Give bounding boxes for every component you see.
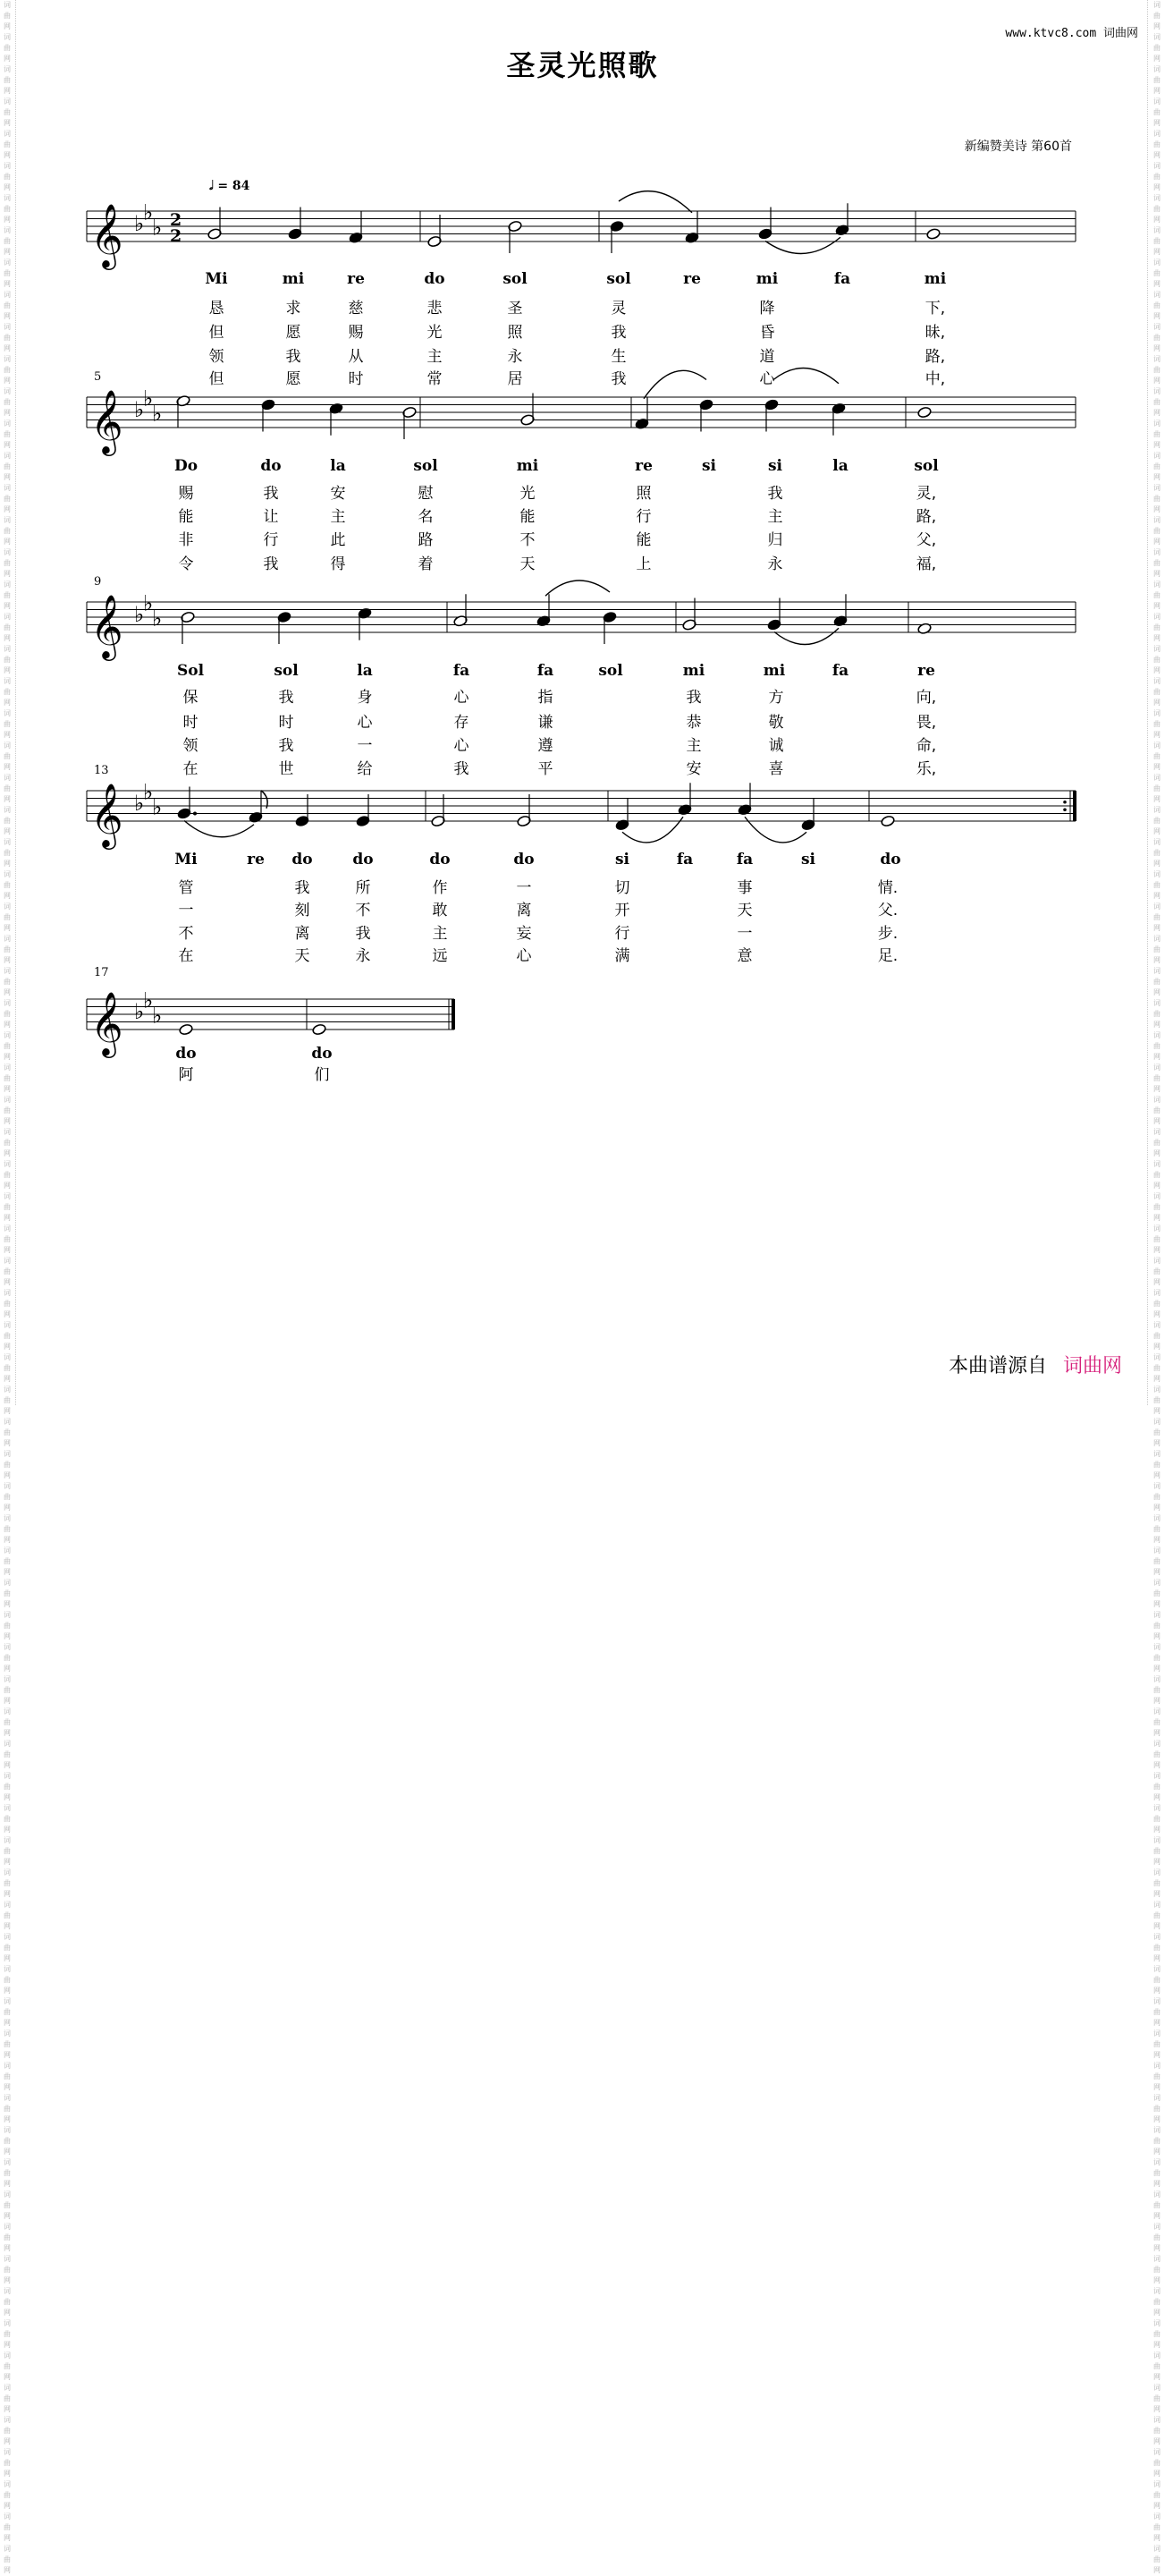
song-title: 圣灵光照歌 bbox=[506, 48, 659, 82]
treble-clef-icon: 𝄞 bbox=[90, 593, 123, 658]
site-url[interactable]: www.ktvc8.com 词曲网 bbox=[1005, 27, 1138, 40]
lyric-character: 不 bbox=[519, 531, 536, 549]
repeat-dot bbox=[1063, 808, 1067, 811]
solfege-syllable: sol bbox=[606, 270, 631, 288]
lyric-character: 一 bbox=[178, 902, 194, 919]
lyric-character: 常 bbox=[426, 370, 443, 388]
lyric-character: 心 bbox=[357, 714, 373, 732]
lyric-character: 命, bbox=[916, 737, 937, 755]
solfege-syllable: fa bbox=[536, 662, 554, 680]
lyric-character: 下, bbox=[924, 300, 946, 318]
flat-sign-icon: ♭ bbox=[152, 794, 163, 820]
footer-credit bbox=[949, 1351, 1122, 1378]
flat-sign-icon: ♭ bbox=[152, 606, 163, 631]
lyric-character: 们 bbox=[314, 1066, 330, 1084]
solfege-syllable: la bbox=[357, 662, 373, 680]
lyric-character: 时 bbox=[278, 714, 294, 732]
lyric-character: 但 bbox=[208, 324, 224, 342]
lyric-character: 我 bbox=[285, 348, 301, 366]
footer-text: 本曲谱源自 bbox=[948, 1355, 1047, 1377]
flat-sign-icon: ♭ bbox=[134, 999, 145, 1024]
lyric-character: 慰 bbox=[418, 485, 434, 503]
right-watermark: 词曲网词曲网词曲网词曲网词曲网词曲网词曲网词曲网词曲网词曲网词曲网词曲网词曲网词曲网词曲网词曲网词曲网词曲网词曲网词曲网词曲网词曲网词曲网词曲网词曲网词曲网词曲网词曲网词曲网词曲网词曲网词曲网词曲网词曲网词曲网词曲网词曲网词曲网词曲网词曲网词曲网词曲网词曲网词曲网词曲网词曲网词曲网词曲网词曲网词曲网词曲网词曲网词曲网词曲网词曲网词曲网词曲网词曲网词曲网词曲网词曲网词曲网词曲网词曲网词曲网词曲网词曲网词曲网词曲网词曲网词曲网词曲网词曲网词曲网词曲网词曲网词曲网词曲网词曲网词曲网 bbox=[1153, 1, 1161, 2574]
lyric-character: 一 bbox=[737, 925, 753, 943]
lyric-character: 时 bbox=[348, 370, 364, 388]
lyric-character: 灵, bbox=[916, 485, 937, 503]
lyric-character: 我 bbox=[611, 370, 627, 388]
lyric-character: 能 bbox=[519, 508, 536, 526]
lyric-character: 我 bbox=[278, 737, 294, 755]
lyric-character: 行 bbox=[263, 531, 279, 549]
note-head bbox=[917, 623, 932, 635]
note-head bbox=[926, 228, 941, 241]
lyric-character: 足. bbox=[877, 947, 899, 965]
lyric-character: 我 bbox=[767, 485, 783, 503]
lyric-character: 灵 bbox=[611, 300, 627, 318]
solfege-syllable: do bbox=[429, 851, 451, 869]
lyric-character: 主 bbox=[426, 348, 443, 366]
flat-sign-icon: ♭ bbox=[143, 386, 154, 411]
lyric-character: 降 bbox=[759, 300, 775, 318]
lyric-character: 领 bbox=[182, 737, 198, 755]
lyric-character: 一 bbox=[357, 737, 373, 755]
lyric-character: 父. bbox=[877, 902, 899, 919]
lyric-character: 道 bbox=[759, 348, 775, 366]
lyric-character: 指 bbox=[537, 689, 553, 707]
lyric-character: 光 bbox=[426, 324, 443, 342]
solfege-syllable: fa bbox=[736, 851, 754, 869]
solfege-syllable: sol bbox=[502, 270, 528, 288]
lyric-character: 安 bbox=[686, 760, 702, 778]
lyric-character: 诚 bbox=[768, 737, 784, 755]
lyric-character: 不 bbox=[178, 925, 194, 943]
solfege-syllable: do bbox=[513, 851, 535, 869]
solfege-syllable: si bbox=[800, 851, 816, 869]
lyric-character: 阿 bbox=[178, 1066, 194, 1084]
solfege-syllable: la bbox=[832, 457, 848, 475]
flat-sign-icon: ♭ bbox=[152, 401, 163, 427]
lyric-character: 生 bbox=[611, 348, 627, 366]
solfege-syllable: sol bbox=[598, 662, 623, 680]
solfege-syllable: do bbox=[424, 270, 445, 288]
treble-clef-icon: 𝄞 bbox=[90, 202, 123, 267]
solfege-syllable: do bbox=[291, 851, 313, 869]
lyric-character: 向, bbox=[916, 689, 937, 707]
solfege-syllable: re bbox=[247, 851, 265, 869]
flat-sign-icon: ♭ bbox=[134, 397, 145, 422]
lyric-character: 乐, bbox=[916, 760, 937, 778]
lyric-character: 慈 bbox=[348, 300, 364, 318]
solfege-syllable: re bbox=[347, 270, 365, 288]
footer-brand-link[interactable]: 词曲网 bbox=[1062, 1355, 1122, 1377]
lyric-character: 所 bbox=[355, 879, 371, 897]
lyric-character: 赐 bbox=[348, 324, 364, 342]
lyric-character: 满 bbox=[614, 947, 630, 965]
lyric-character: 我 bbox=[453, 760, 469, 778]
lyric-character: 主 bbox=[432, 925, 448, 943]
lyric-character: 非 bbox=[178, 531, 194, 549]
lyric-character: 赐 bbox=[178, 485, 194, 503]
lyric-character: 领 bbox=[208, 348, 224, 366]
solfege-syllable: fa bbox=[832, 662, 849, 680]
treble-clef-icon: 𝄞 bbox=[90, 388, 123, 453]
lyric-character: 行 bbox=[614, 925, 630, 943]
lyric-character: 永 bbox=[767, 555, 783, 573]
lyric-character: 心 bbox=[516, 947, 532, 965]
solfege-syllable: fa bbox=[676, 851, 694, 869]
slur bbox=[619, 191, 692, 213]
lyric-character: 喜 bbox=[768, 760, 784, 778]
lyric-character: 但 bbox=[208, 370, 224, 388]
solfege-syllable: re bbox=[683, 270, 701, 288]
lyric-character: 在 bbox=[178, 947, 194, 965]
solfege-syllable: re bbox=[917, 662, 935, 680]
solfege-syllable: do bbox=[260, 457, 282, 475]
augmentation-dot bbox=[193, 812, 197, 816]
flat-sign-icon: ♭ bbox=[143, 779, 154, 805]
lyric-character: 得 bbox=[330, 555, 346, 573]
lyric-character: 远 bbox=[432, 947, 448, 965]
solfege-syllable: si bbox=[614, 851, 630, 869]
solfege-syllable: re bbox=[635, 457, 653, 475]
lyric-character: 让 bbox=[263, 508, 279, 526]
final-bar-line bbox=[1073, 791, 1076, 821]
solfege-syllable: Mi bbox=[174, 851, 198, 869]
lyric-character: 居 bbox=[507, 370, 523, 388]
flat-sign-icon: ♭ bbox=[134, 602, 145, 627]
solfege-syllable: mi bbox=[924, 270, 947, 288]
lyric-character: 心 bbox=[453, 737, 469, 755]
lyric-character: 路 bbox=[418, 531, 434, 549]
solfege-syllable: mi bbox=[516, 457, 539, 475]
solfege-syllable: do bbox=[175, 1045, 197, 1063]
lyric-character: 平 bbox=[537, 760, 553, 778]
lyric-character: 归 bbox=[767, 531, 783, 549]
solfege-syllable: fa bbox=[833, 270, 851, 288]
lyric-character: 事 bbox=[737, 879, 753, 897]
lyric-character: 主 bbox=[686, 737, 702, 755]
lyric-character: 名 bbox=[418, 508, 434, 526]
flat-sign-icon: ♭ bbox=[134, 791, 145, 816]
measure-number: 13 bbox=[94, 764, 109, 777]
slur bbox=[765, 237, 840, 253]
lyric-character: 身 bbox=[357, 689, 373, 707]
solfege-syllable: do bbox=[311, 1045, 333, 1063]
lyric-character: 妄 bbox=[516, 925, 532, 943]
solfege-syllable: mi bbox=[756, 270, 779, 288]
measure-number: 17 bbox=[94, 966, 109, 979]
solfege-syllable: sol bbox=[413, 457, 438, 475]
tempo-marking: 𝅗𝅥 = 84 bbox=[209, 179, 250, 193]
solfege-syllable: Do bbox=[173, 457, 198, 475]
solfege-syllable: mi bbox=[682, 662, 705, 680]
hymnal-source: 新编赞美诗 第60首 bbox=[964, 140, 1072, 154]
final-bar-line bbox=[452, 999, 455, 1030]
lyric-character: 方 bbox=[768, 689, 784, 707]
lyric-character: 安 bbox=[330, 485, 346, 503]
lyric-character: 从 bbox=[348, 348, 364, 366]
slur bbox=[644, 370, 706, 398]
lyric-character: 在 bbox=[182, 760, 198, 778]
lyric-character: 能 bbox=[636, 531, 652, 549]
lyric-character: 心 bbox=[759, 370, 775, 388]
lyric-character: 着 bbox=[418, 555, 434, 573]
lyric-character: 福, bbox=[916, 555, 937, 573]
lyric-character: 一 bbox=[516, 879, 532, 897]
solfege-syllable: mi bbox=[763, 662, 786, 680]
lyric-character: 不 bbox=[355, 902, 371, 919]
flat-sign-icon: ♭ bbox=[143, 199, 154, 225]
lyric-character: 圣 bbox=[507, 300, 523, 318]
lyric-character: 我 bbox=[686, 689, 702, 707]
lyric-character: 切 bbox=[614, 879, 630, 897]
lyric-character: 心 bbox=[453, 689, 469, 707]
lyric-character: 照 bbox=[636, 485, 652, 503]
lyric-character: 我 bbox=[278, 689, 294, 707]
slur bbox=[774, 628, 839, 644]
solfege-syllable: si bbox=[701, 457, 717, 475]
lyric-character: 天 bbox=[294, 947, 310, 965]
lyric-character: 敢 bbox=[432, 902, 448, 919]
lyric-character: 我 bbox=[294, 879, 310, 897]
solfege-syllable: do bbox=[880, 851, 901, 869]
lyric-character: 上 bbox=[636, 555, 652, 573]
lyric-character: 父, bbox=[916, 531, 937, 549]
flat-sign-icon: ♭ bbox=[143, 987, 154, 1013]
lyric-character: 我 bbox=[355, 925, 371, 943]
slur bbox=[545, 580, 610, 596]
repeat-dot bbox=[1063, 801, 1067, 804]
solfege-syllable: la bbox=[330, 457, 346, 475]
lyric-character: 此 bbox=[330, 531, 346, 549]
time-signature-top: 2 bbox=[170, 210, 182, 230]
lyric-character: 意 bbox=[737, 947, 753, 965]
flat-sign-icon: ♭ bbox=[143, 590, 154, 616]
treble-clef-icon: 𝄞 bbox=[90, 782, 123, 847]
slur bbox=[184, 821, 254, 837]
measure-number: 9 bbox=[94, 575, 102, 589]
lyric-character: 主 bbox=[330, 508, 346, 526]
note-head bbox=[881, 815, 895, 827]
lyric-character: 我 bbox=[263, 555, 279, 573]
measure-number: 5 bbox=[94, 370, 102, 384]
lyric-character: 敬 bbox=[768, 714, 784, 732]
solfege-syllable: Sol bbox=[176, 662, 205, 680]
lyric-character: 步. bbox=[877, 925, 899, 943]
lyric-character: 路, bbox=[924, 348, 946, 366]
note-head bbox=[312, 1023, 326, 1036]
lyric-character: 畏, bbox=[916, 714, 937, 732]
lyric-character: 情. bbox=[877, 879, 899, 897]
solfege-syllable: sol bbox=[274, 662, 299, 680]
note-head bbox=[179, 1023, 193, 1036]
lyric-character: 给 bbox=[357, 760, 373, 778]
lyric-character: 令 bbox=[178, 555, 194, 573]
lyric-character: 悲 bbox=[426, 300, 443, 318]
solfege-syllable: sol bbox=[914, 457, 939, 475]
lyric-character: 我 bbox=[611, 324, 627, 342]
lyric-character: 恳 bbox=[208, 300, 224, 318]
lyric-character: 愿 bbox=[285, 370, 301, 388]
lyric-character: 路, bbox=[916, 508, 937, 526]
lyric-character: 天 bbox=[519, 555, 536, 573]
left-watermark: 词曲网词曲网词曲网词曲网词曲网词曲网词曲网词曲网词曲网词曲网词曲网词曲网词曲网词曲网词曲网词曲网词曲网词曲网词曲网词曲网词曲网词曲网词曲网词曲网词曲网词曲网词曲网词曲网词曲网词曲网词曲网词曲网词曲网词曲网词曲网词曲网词曲网词曲网词曲网词曲网词曲网词曲网词曲网词曲网词曲网词曲网词曲网词曲网词曲网词曲网词曲网词曲网词曲网词曲网词曲网词曲网词曲网词曲网词曲网词曲网词曲网词曲网词曲网词曲网词曲网词曲网词曲网词曲网词曲网词曲网词曲网词曲网词曲网词曲网词曲网词曲网词曲网词曲网词曲网词曲网 bbox=[4, 1, 11, 2574]
lyric-character: 恭 bbox=[686, 714, 702, 732]
flat-sign-icon: ♭ bbox=[134, 211, 145, 236]
time-signature-bottom: 2 bbox=[170, 226, 182, 246]
solfege-syllable: si bbox=[767, 457, 783, 475]
lyric-character: 昧, bbox=[924, 324, 946, 342]
lyric-character: 求 bbox=[285, 300, 301, 318]
lyric-character: 照 bbox=[507, 324, 523, 342]
lyric-character: 离 bbox=[294, 925, 310, 943]
solfege-syllable: do bbox=[352, 851, 374, 869]
lyric-character: 谦 bbox=[537, 714, 553, 732]
lyric-character: 刻 bbox=[294, 902, 310, 919]
lyric-character: 主 bbox=[767, 508, 783, 526]
lyric-character: 管 bbox=[178, 879, 194, 897]
lyric-character: 存 bbox=[453, 714, 469, 732]
lyric-character: 行 bbox=[636, 508, 652, 526]
lyric-character: 保 bbox=[182, 689, 198, 707]
lyric-character: 能 bbox=[178, 508, 194, 526]
lyric-character: 我 bbox=[263, 485, 279, 503]
treble-clef-icon: 𝄞 bbox=[90, 990, 123, 1055]
lyric-character: 离 bbox=[516, 902, 532, 919]
solfege-syllable: Mi bbox=[205, 270, 228, 288]
lyric-character: 作 bbox=[432, 879, 448, 897]
lyric-character: 光 bbox=[519, 485, 536, 503]
lyric-character: 天 bbox=[737, 902, 753, 919]
note-head bbox=[917, 406, 932, 419]
flat-sign-icon: ♭ bbox=[152, 215, 163, 241]
lyric-character: 遵 bbox=[537, 737, 553, 755]
solfege-syllable: fa bbox=[452, 662, 470, 680]
lyric-character: 世 bbox=[278, 760, 294, 778]
lyric-character: 愿 bbox=[285, 324, 301, 342]
lyric-character: 开 bbox=[614, 902, 630, 919]
lyric-character: 中, bbox=[924, 370, 946, 388]
lyric-character: 永 bbox=[507, 348, 523, 366]
lyric-character: 永 bbox=[355, 947, 371, 965]
lyric-character: 昏 bbox=[759, 324, 775, 342]
solfege-syllable: mi bbox=[282, 270, 305, 288]
lyric-character: 时 bbox=[182, 714, 198, 732]
flat-sign-icon: ♭ bbox=[152, 1003, 163, 1029]
